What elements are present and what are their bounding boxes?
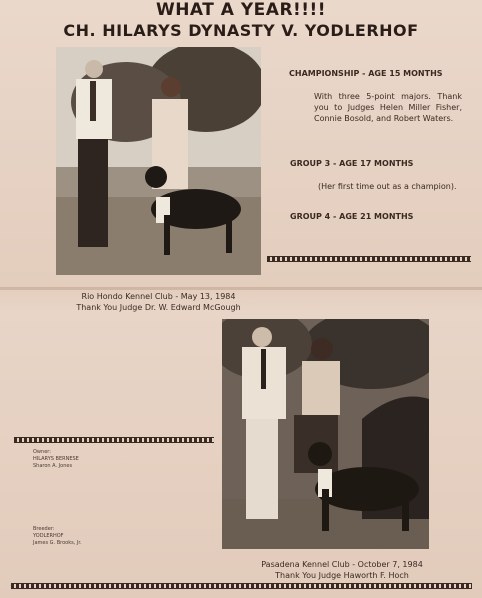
- caption-bottom-line1: Pasadena Kennel Club - October 7, 1984: [261, 560, 423, 569]
- page-fold: [0, 287, 482, 290]
- owner-name: Sharon A. Jones: [33, 463, 73, 469]
- owner-kennel: HILARYS BERNESE: [33, 456, 79, 462]
- award-championship-heading: CHAMPIONSHIP - AGE 15 MONTHS: [289, 69, 443, 78]
- subheadline: CH. HILARYS DYNASTY V. YODLERHOF: [63, 21, 419, 40]
- headline: WHAT A YEAR!!!!: [155, 0, 327, 20]
- award-group3-heading: GROUP 3 - AGE 17 MONTHS: [290, 159, 414, 168]
- breeder-label: Breeder:: [33, 526, 55, 532]
- caption-top-line1: Rio Hondo Kennel Club - May 13, 1984: [81, 292, 236, 301]
- caption-bottom-line2: Thank You Judge Haworth F. Hoch: [275, 571, 409, 580]
- award-group4-heading: GROUP 4 - AGE 21 MONTHS: [290, 212, 414, 221]
- divider-middle: [14, 437, 214, 443]
- award-championship-body: With three 5-point majors. Thank you to Judges Helen Miller Fisher, Connie Bosold, and Robert Waters.: [314, 92, 462, 123]
- breeder-kennel: YODLERHOF: [33, 533, 64, 539]
- bottom-photo: [222, 319, 429, 549]
- top-photo: [56, 47, 261, 275]
- caption-top-line2: Thank You Judge Dr. W. Edward McGough: [76, 303, 241, 312]
- divider-top: [267, 256, 471, 262]
- breeder-name: James G. Brooks, Jr.: [33, 540, 82, 546]
- award-group3-note: (Her first time out as a champion).: [318, 182, 457, 191]
- owner-label: Owner:: [33, 449, 51, 455]
- divider-bottom: [11, 583, 472, 589]
